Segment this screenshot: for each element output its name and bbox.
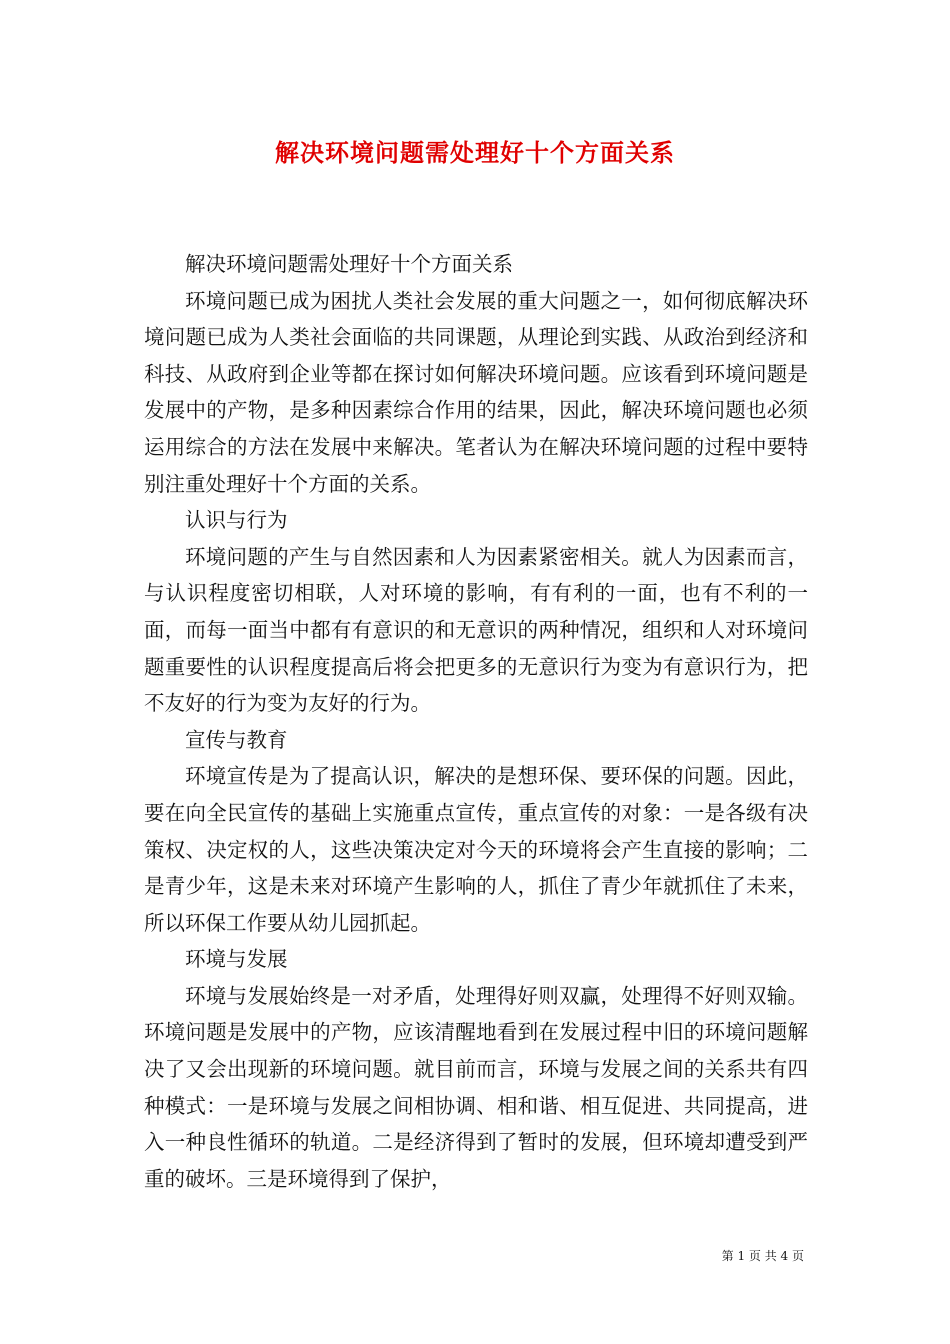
paragraph-subtitle: 解决环境问题需处理好十个方面关系 <box>185 252 513 276</box>
document-body <box>144 246 808 1197</box>
section-heading-education: 宣传与教育 <box>185 727 288 752</box>
document-title: 解决环境问题需处理好十个方面关系 <box>275 138 675 167</box>
paragraph-intro: 环境问题已成为困扰人类社会发展的重大问题之一，如何彻底解决环境问题已成为人类社会面临的共同课题，从理论到实践、从政治到经济和科技、从政府到企业等都在探讨如何解决环境问题。应该看到环境问题是发展中的产物，是多种因素综合作用的结果，因此，解决环境问题也必须运用综合的方法在发展中来解决。笔者认为在解决环境问题的过程中要特别注重处理好十个方面的关系。 <box>144 288 808 496</box>
paragraph-cognition: 环境问题的产生与自然因素和人为因素紧密相关。就人为因素而言，与认识程度密切相联，人对环境的影响，有有利的一面，也有不利的一面，而每一面当中都有有意识的和无意识的两种情况，组织和人对环境问题重要性的认识程度提高后将会把更多的无意识行为变为有意识行为，把不友好的行为变为友好的行为。 <box>144 544 808 716</box>
page-number: 第 1 页 共 4 页 <box>721 1249 804 1263</box>
section-heading-cognition: 认识与行为 <box>185 508 288 533</box>
paragraph-education: 环境宣传是为了提高认识，解决的是想环保、要环保的问题。因此，要在向全民宣传的基础上实施重点宣传，重点宣传的对象：一是各级有决策权、决定权的人，这些决策决定对今天的环境将会产生直接的影响；二是青少年，这是未来对环境产生影响的人，抓住了青少年就抓住了未来，所以环保工作要从幼儿园抓起。 <box>144 764 808 935</box>
paragraph-development: 环境与发展始终是一对矛盾，处理得好则双赢，处理得不好则双输。环境问题是发展中的产物，应该清醒地看到在发展过程中旧的环境问题解决了又会出现新的环境问题。就目前而言，环境与发展之间的关系共有四种模式：一是环境与发展之间相协调、相和谐、相互促进、共同提高，进入一种良性循环的轨道。二是经济得到了暂时的发展，但环境却遭受到严重的破坏。三是环境得到了保护， <box>144 983 808 1191</box>
section-heading-development: 环境与发展 <box>185 947 288 972</box>
